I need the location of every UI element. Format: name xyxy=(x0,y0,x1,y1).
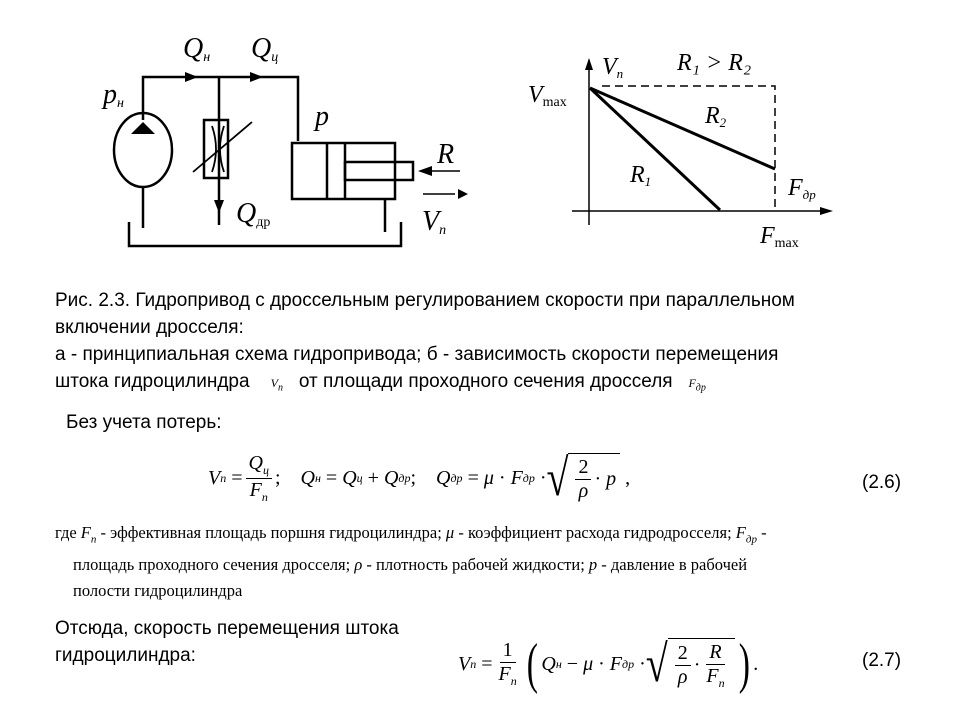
r2-label: R2 xyxy=(705,103,727,130)
x-axis-label: Fдр xyxy=(788,175,816,202)
line-r2 xyxy=(590,88,775,169)
section-text: Отсюда, скорость перемещения штока гидроцилиндра: xyxy=(55,618,399,666)
caption-text: от площади проходного сечения дросселя xyxy=(298,371,673,392)
supply-line xyxy=(143,77,298,141)
caption-line: включении дросселя: xyxy=(55,317,244,338)
formula-2-7: V п = $\frac{1}{F_п}$ ( Q н − μ · F др · √ $\frac{2}{\rho}$ · $\frac{R}{F_п}$ ) . xyxy=(458,633,759,695)
label-vn: Vп xyxy=(422,206,447,238)
variable-definitions: где $F_п$ - эффективная площадь поршня гидроцилиндра; μ - коэффициент расхода гидродросселя; $F_{др}$ - площадь проходного сечения дросселя; ρ - плотность рабочей жидкости; p - давление в рабочей полости гидроцилиндра xyxy=(55,523,767,601)
cylinder xyxy=(292,143,395,199)
figure-caption xyxy=(55,287,935,401)
rod xyxy=(345,162,413,180)
equation-number-2-7: (2.7) xyxy=(862,650,902,671)
symbol-vn: $V_п$ xyxy=(270,376,284,394)
fmax-label: Fmax xyxy=(760,223,799,251)
caption-line xyxy=(55,368,935,401)
label-qdr: Qдр xyxy=(236,198,271,230)
vmax-label: Vmax xyxy=(528,82,567,110)
caption-text: штока гидроцилиндра xyxy=(55,371,250,392)
equation-number-2-6: (2.6) xyxy=(862,472,902,493)
symbol-fdr: $F_{др}$ xyxy=(688,376,706,394)
label-r: R xyxy=(437,139,455,170)
caption-line: а - принципиальная схема гидропривода; б - зависимость скорости перемещения xyxy=(55,344,779,365)
y-axis-label: Vп xyxy=(602,54,624,81)
label-qn: Qн xyxy=(183,33,211,65)
label-qc: Qц xyxy=(251,33,279,65)
label-p: p xyxy=(315,101,329,132)
label-pn: pн xyxy=(103,79,124,111)
velocity-graph xyxy=(520,30,850,260)
hydraulic-scheme xyxy=(0,0,480,270)
line-r1 xyxy=(590,88,720,210)
section-heading: Без учета потерь: xyxy=(66,412,222,433)
relation-label: R₁ > R₂ xyxy=(677,50,752,76)
r1-label: R1 xyxy=(630,162,652,189)
formula-2-6: V п = $\frac{Q_ц}{F_п}$ ; Q н = Q ц + Q др ; Q др = μ · F др · √ $\frac{2}{\rho}$ · p , xyxy=(208,448,631,507)
caption-line: Рис. 2.3. Гидропривод с дроссельным регулированием скорости при параллельном xyxy=(55,290,795,311)
